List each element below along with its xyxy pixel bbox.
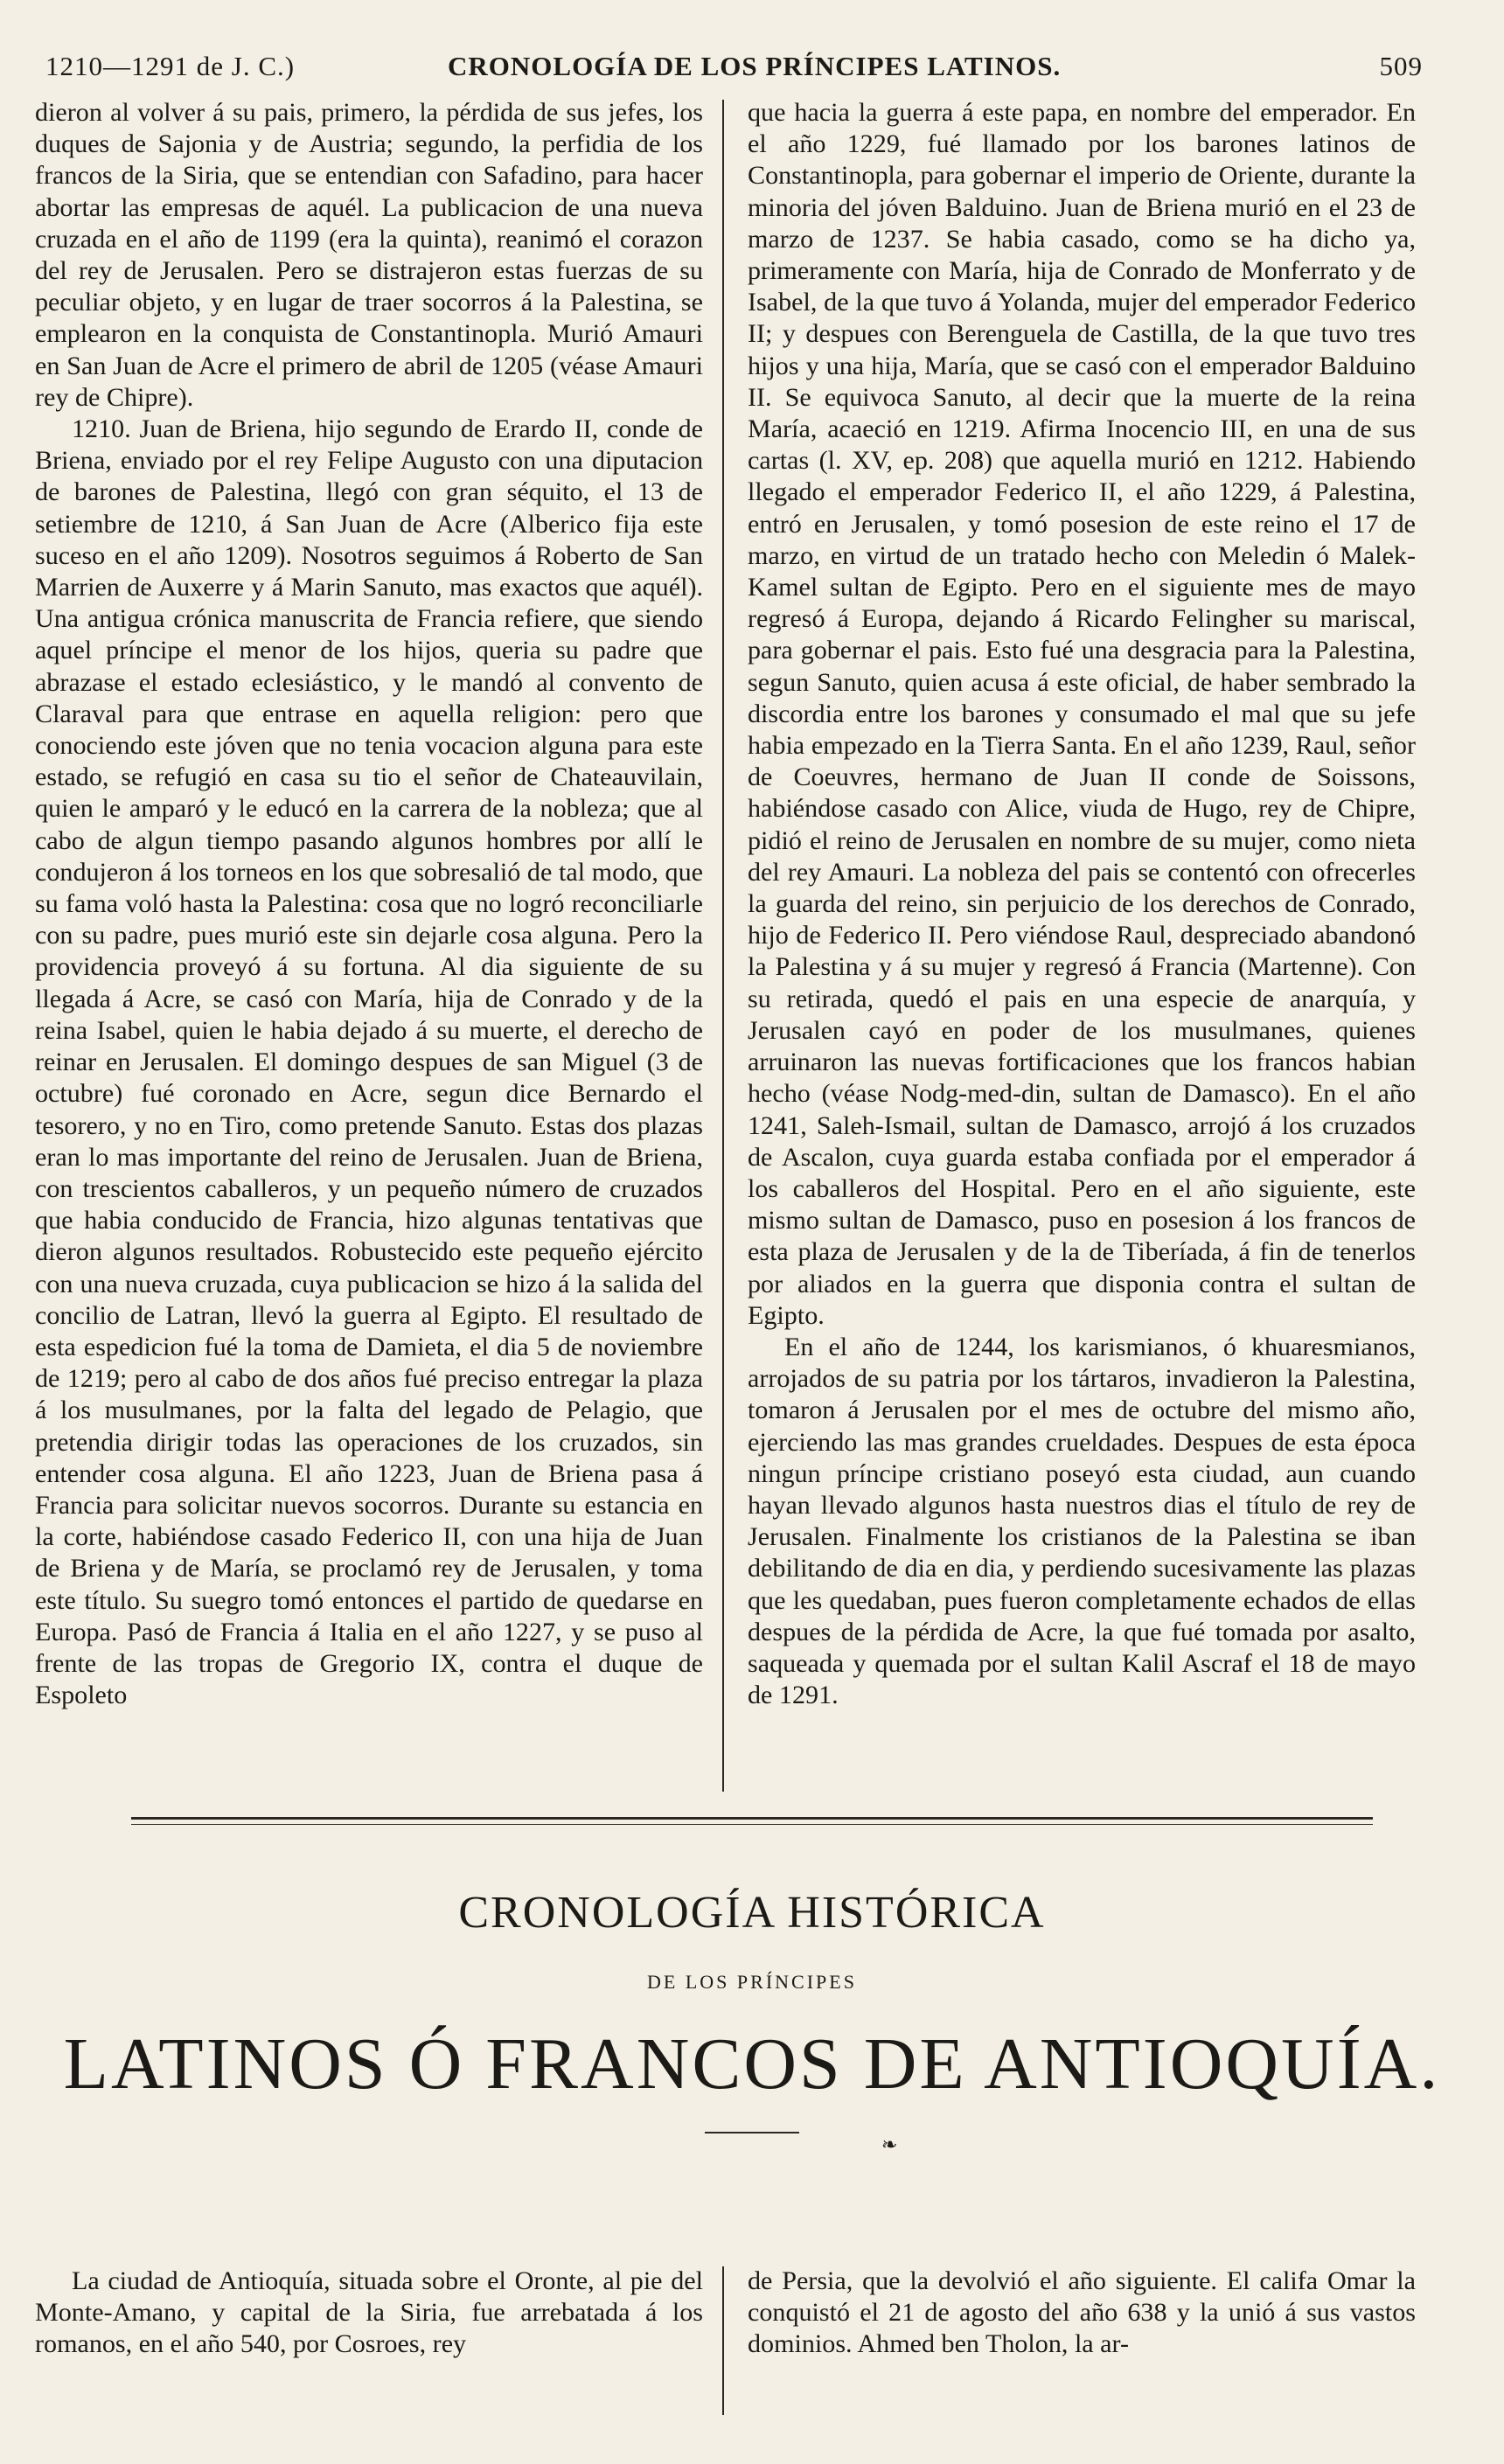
ornament-icon: ❧	[881, 2133, 898, 2155]
upper-right-column	[748, 96, 1416, 1710]
paragraph-karismianos: En el año de 1244, los karismianos, ó khuaresmianos, arrojados de su patria por los tártaros, invadieron la Palestina, tomaron á Jerusalen por el mes de octubre del mismo año, ejerciendo las mas grandes crueldades. Despues de esta época ningun príncipe cristiano poseyó esta ciudad, aun cuando hayan llevado algunos hasta nuestros dias el título de rey de Jerusalen. Finalmente los cristianos de la Palestina se iban debilitando de dia en dia, y perdiendo sucesivamente las plazas que les quedaban, pues fueron completamente echados de ellas despues de la pérdida de Acre, la que fué tomada por asalto, saqueada y quemada por el sultan Kalil Ascraf el 18 de mayo de 1291.	[748, 1331, 1416, 1710]
paragraph-antioquia: La ciudad de Antioquía, situada sobre el Oronte, al pie del Monte-Amano, y capital de la Siria, fue arrebatada á los romanos, en el año 540, por Cosroes, rey	[35, 2266, 703, 2359]
page-number: 509	[1379, 51, 1423, 81]
section-separator-thin	[131, 1824, 1373, 1825]
paragraph-amauri: dieron al volver á su pais, primero, la pérdida de sus jefes, los duques de Sajonia y de Austria; segundo, la perfidia de los francos de la Siria, que se entendian con Safadino, para hacer abortar las empresas de aquél. La publicacion de una nueva cruzada en el año de 1199 (era la quinta), reanimó el corazon del rey de Jerusalen. Pero se distrajeron estas fuerzas de su peculiar objeto, y en lugar de traer socorros á la Palestina, se emplearon en la conquista de Constantinopla. Murió Amauri en San Juan de Acre el primero de abril de 1205 (véase Amauri rey de Chipre).	[35, 97, 703, 412]
paragraph-constantinopla: que hacia la guerra á este papa, en nombre del emperador. En el año 1229, fué llamado por los barones latinos de Constantinopla, para gobernar el imperio de Oriente, durante la minoria del jóven Balduino. Juan de Briena murió en el 23 de marzo de 1237. Se habia casado, como se ha dicho ya, primeramente con María, hija de Conrado de Monferrato y de Isabel, de la que tuvo á Yolanda, mujer del emperador Federico II; y despues con Berenguela de Castilla, de la que tuvo tres hijos y una hija, María, que se casó con el emperador Balduino II. Se equivoca Sanuto, al decir que la muerte de la reina María, acaeció en 1219. Afirma Inocencio III, en una de sus cartas (l. XV, ep. 208) que aquella murió en 1212. Habiendo llegado el emperador Federico II, el año 1229, á Palestina, entró en Jerusalen, y tomó posesion de este reino el 17 de marzo, en virtud de un tratado hecho con Meledin ó Malek-Kamel sultan de Egipto. Pero en el siguiente mes de mayo regresó á Europa, dejando á Ricardo Felingher su mariscal, para gobernar el pais. Esto fué una desgracia para la Palestina, segun Sanuto, quien acusa á este oficial, de haber sembrado la discordia entre los barones y consumado el mal que su jefe habia empezado en la Tierra Santa. En el año 1239, Raul, señor de Coeuvres, hermano de Juan II conde de Soissons, habiéndose casado con Alice, viuda de Hugo, rey de Chipre, pidió el reino de Jerusalen en nombre de su mujer, como nieta del rey Amauri. La nobleza del pais se contentó con ofrecerles la guarda del reino, sin perjuicio de los derechos de Conrado, hijo de Federico II. Pero viéndose Raul, despreciado abandonó la Palestina y á su mujer y regresó á Francia (Martenne). Con su retirada, quedó el pais en una especie de anarquía, y Jerusalen cayó en poder de los musulmanes, quienes arruinaron las nuevas fortificaciones que los francos habian hecho (véase Nodg-med-din, sultan de Damasco). En el año 1241, Saleh-Ismail, sultan de Damasco, arrojó á los cruzados de Ascalon, cuya guarda estaba confiada por el emperador á los caballeros del Hospital. Pero en el año siguiente, este mismo sultan de Damasco, puso en posesion á los francos de esta plaza de Jerusalen y de la de Tiberíada, á fin de tenerlos por aliados en la guerra que disponia contra el sultan de Egipto.	[748, 97, 1416, 1330]
section-title: CRONOLOGÍA HISTÓRICA	[458, 1888, 1046, 1938]
section-separator-thick	[131, 1817, 1373, 1820]
column-divider	[722, 100, 724, 1792]
paragraph-persia: de Persia, que la devolvió el año siguiente. El califa Omar la conquistó el 21 de agosto del año 638 y la unió á sus vastos dominios. Ahmed ben Tholon, la ar-	[748, 2266, 1416, 2359]
column-divider-lower	[722, 2266, 724, 2415]
lower-left-column	[35, 2265, 703, 2360]
section-subtitle: DE LOS PRÍNCIPES	[647, 1971, 857, 1993]
header-title: CRONOLOGÍA DE LOS PRÍNCIPES LATINOS.	[448, 51, 1062, 81]
lower-right-column	[748, 2265, 1416, 2360]
upper-left-column	[35, 96, 703, 1710]
section-main-title: LATINOS Ó FRANCOS DE ANTIOQUÍA.	[63, 2023, 1441, 2105]
title-underline	[705, 2132, 799, 2133]
running-head	[45, 51, 1423, 91]
paragraph-juan-de-briena: 1210. Juan de Briena, hijo segundo de Erardo II, conde de Briena, enviado por el rey Felipe Augusto con una diputacion de barones de Palestina, llegó con gran séquito, el 13 de setiembre de 1210, á San Juan de Acre (Alberico fija este suceso en el año 1209). Nosotros seguimos á Roberto de San Marrien de Auxerre y á Marin Sanuto, mas exactos que aquél). Una antigua crónica manuscrita de Francia refiere, que siendo aquel príncipe el menor de los hijos, queria su padre que abrazase el estado eclesiástico, y le mandó al convento de Claraval para que entrase en aquella religion: pero que conociendo este jóven que no tenia vocacion alguna para este estado, se refugió en casa su tio el señor de Chateauvilain, quien le amparó y le educó en la carrera de la nobleza; que al cabo de algun tiempo pasando algunos hombres por allí le condujeron á los torneos en los que sobresalió de tal modo, que su fama voló hasta la Palestina: cosa que no logró reconciliarle con su padre, pues murió este sin dejarle cosa alguna. Pero la providencia proveyó á su fortuna. Al dia siguiente de su llegada á Acre, se casó con María, hija de Conrado y de la reina Isabel, quien le habia dejado á su muerte, el derecho de reinar en Jerusalen. El domingo despues de san Miguel (3 de octubre) fué coronado en Acre, segun dice Bernardo el tesorero, y no en Tiro, como pretende Sanuto. Estas dos plazas eran lo mas importante del reino de Jerusalen. Juan de Briena, con trescientos caballeros, y un pequeño número de cruzados que habia conducido de Francia, hizo algunas tentativas que dieron algunos resultados. Robustecido este pequeño ejército con una nueva cruzada, cuya publicacion se hizo á la salida del concilio de Latran, llevó la guerra al Egipto. El resultado de esta espedicion fué la toma de Damieta, el dia 5 de noviembre de 1219; pero al cabo de dos años fué preciso entregar la plaza á los musulmanes, por la falta del legado de Pelagio, que pretendia dirigir todas las operaciones de los cruzados, sin entender cosa alguna. El año 1223, Juan de Briena pasa á Francia para solicitar nuevos socorros. Durante su estancia en la corte, habiéndose casado Federico II, con una hija de Juan de Briena y de María, se proclamó rey de Jerusalen, y toma este título. Su suegro tomó entonces el partido de quedarse en Europa. Pasó de Francia á Italia en el año 1227, y se puso al frente de las tropas de Gregorio IX, contra el duque de Espoleto	[35, 414, 703, 1710]
header-date-range: 1210—1291 de J. C.)	[45, 51, 296, 81]
